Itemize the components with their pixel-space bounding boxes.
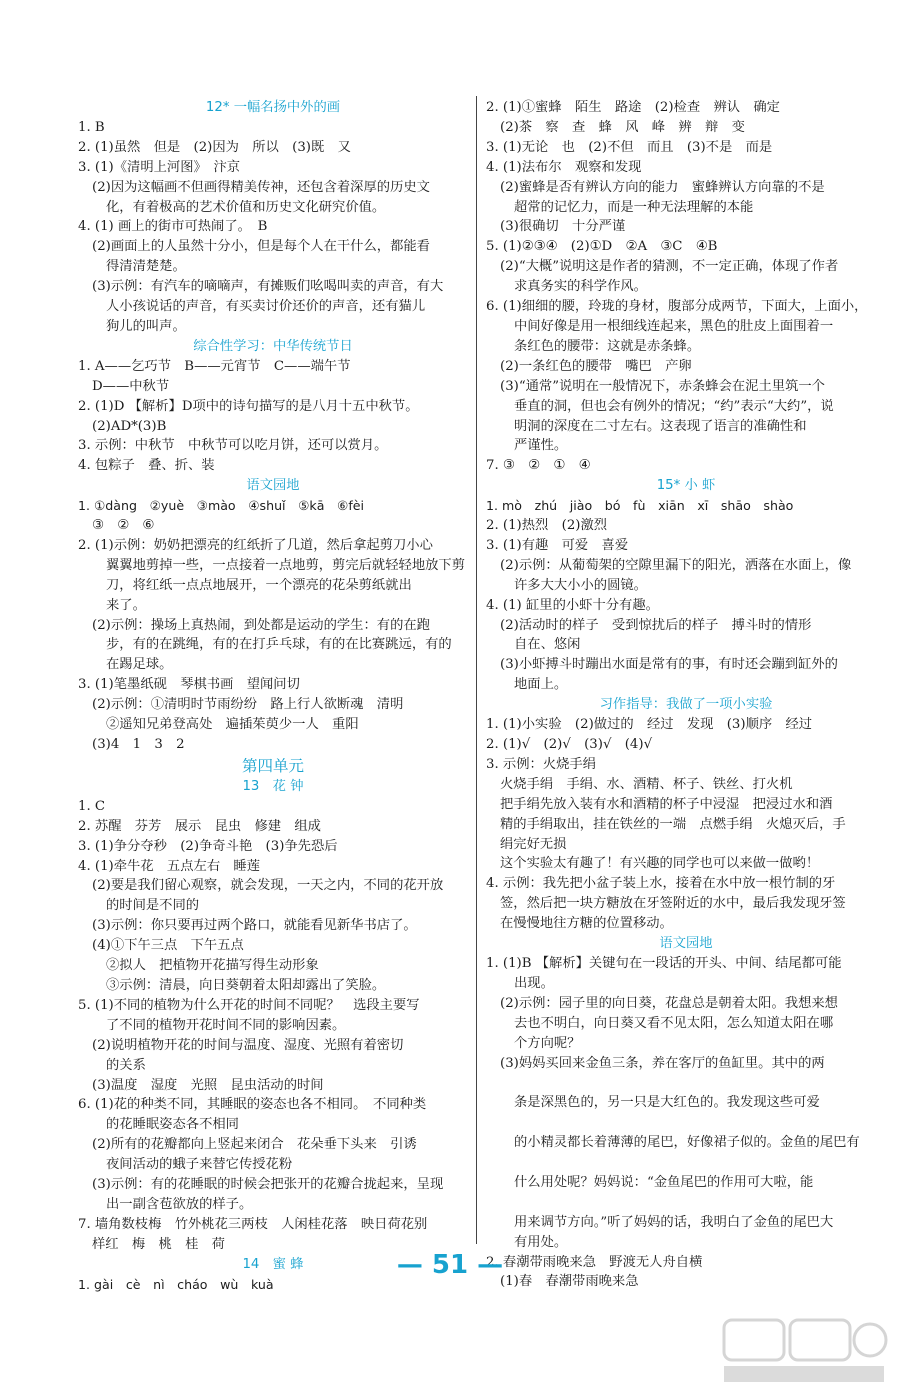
answer-line: ②遥知兄弟登高处 遍插茱萸少一人 重阳 xyxy=(106,717,359,733)
answer-line: 2. (1)虽然 但是 (2)因为 所以 (3)既 又 xyxy=(78,139,351,155)
answer-line: 条是深黑色的，另一只是大红色的。我发现这些可爱 xyxy=(514,1095,820,1111)
answer-line xyxy=(486,1113,886,1133)
answer-line: 1. (1)B 【解析】关键句在一段话的开头、中间、结尾都可能 xyxy=(486,955,842,971)
answer-line: 夜间活动的蛾子来替它传授花粉 xyxy=(106,1157,293,1173)
answer-line: (1)春 春潮带雨晚来急 xyxy=(500,1274,639,1290)
answer-line: (3)示例：你只要再过两个路口，就能看见新华书店了。 xyxy=(92,918,417,934)
section-heading: 13 花 钟 xyxy=(242,778,304,794)
answer-line: 刀，将红纸一点点地展开，一个漂亮的花朵剪纸就出 xyxy=(106,577,412,593)
answer-line: 出现。 xyxy=(514,975,554,991)
answer-line: 的关系 xyxy=(106,1057,146,1073)
answer-line: 4. (1) 画上的街市可热闹了。 B xyxy=(78,219,268,235)
answer-line: D——中秋节 xyxy=(92,378,170,394)
answer-line: 4. (1)牵牛花 五点左右 睡莲 xyxy=(78,858,261,874)
answer-line: 7. 墙角数枝梅 竹外桃花三两枝 人闲桂花落 映日荷花别 xyxy=(78,1216,428,1232)
answer-line: 4. (1) 缸里的小虾十分有趣。 xyxy=(486,597,659,613)
answer-line: 1. B xyxy=(78,119,105,135)
answer-line: (2)说明植物开花的时间与温度、湿度、光照有着密切 xyxy=(92,1037,404,1053)
answer-line: 出一副含苞欲放的样子。 xyxy=(106,1196,253,1212)
answer-line: (2)“大概”说明这是作者的猜测，不一定正确，体现了作者 xyxy=(500,259,839,275)
answer-line: ②拟人 把植物开花描写得生动形象 xyxy=(106,958,319,974)
answer-line: 3. (1)无论 也 (2)不但 而且 (3)不是 而是 xyxy=(486,139,773,155)
section-heading: 12* 一幅名扬中外的画 xyxy=(205,100,341,115)
answer-line: 明洞的深度在二寸左右。这表现了语言的准确性和 xyxy=(514,418,807,434)
answer-line: 超常的记忆力，而是一种无法理解的本能 xyxy=(514,199,754,215)
answer-line: (3)示例：有汽车的嘀嘀声，有摊贩们吆喝叫卖的声音，有大 xyxy=(92,279,444,295)
answer-line: (2)画面上的人虽然十分小，但是每个人在干什么，都能看 xyxy=(92,239,430,255)
answer-line xyxy=(486,1153,886,1173)
answer-line: 2. (1)D 【解析】D项中的诗句描写的是八月十五中秋节。 xyxy=(78,398,419,414)
right-column xyxy=(486,98,886,1292)
answer-line: 5. (1)②③④ (2)①D ②A ③C ④B xyxy=(486,239,718,255)
answer-line: 2. (1)热烈 (2)激烈 xyxy=(486,518,608,534)
answer-line: 4. 包粽子 叠、折、装 xyxy=(78,458,215,474)
answer-line: 2. 春潮带雨晚来急 野渡无人舟自横 xyxy=(486,1254,703,1270)
answer-line: 签，然后把一块方糖放在牙签附近的水中，最后我发现牙签 xyxy=(500,896,846,912)
answer-line: 把手绢先放入装有水和酒精的杯子中浸湿 把浸过水和酒 xyxy=(500,796,833,812)
answer-line xyxy=(486,1073,886,1093)
answer-line: 3. (1)争分夺秒 (2)争奇斗艳 (3)争先恐后 xyxy=(78,838,338,854)
answer-line: 3. (1)《清明上河图》 汴京 xyxy=(78,159,241,175)
answer-line: 求真务实的科学作风。 xyxy=(514,279,647,295)
answer-line: (2)示例：①清明时节雨纷纷 路上行人欲断魂 清明 xyxy=(92,697,404,713)
answer-line: 1. ①dàng ②yuè ③mào ④shuǐ ⑤kā ⑥fèi xyxy=(78,498,365,514)
answer-line: 2. (1)①蜜蜂 陌生 路途 (2)检查 辨认 确定 xyxy=(486,100,780,115)
column-divider xyxy=(476,96,477,1244)
watermark-logo xyxy=(720,1316,890,1386)
answer-line: 3. (1)笔墨纸砚 琴棋书画 望闻问切 xyxy=(78,677,300,693)
answer-line: (3)温度 湿度 光照 昆虫活动的时间 xyxy=(92,1077,324,1093)
answer-line: (2)所有的花瓣都向上竖起来闭合 花朵垂下头来 引诱 xyxy=(92,1137,417,1153)
answer-line: 条红色的腰带：这就是赤条蜂。 xyxy=(514,338,701,354)
section-heading: 15* 小 虾 xyxy=(656,478,716,494)
answer-line: 中间好像是用一根细线连起来，黑色的肚皮上面围着一 xyxy=(514,318,834,334)
section-heading: 综合性学习：中华传统节日 xyxy=(193,338,353,354)
answer-line: 2. (1)示例：奶奶把漂亮的红纸折了几道，然后拿起剪刀小心 xyxy=(78,537,433,553)
answer-line: (3)4 1 3 2 xyxy=(92,737,185,752)
answer-line: 严谨性。 xyxy=(514,438,568,454)
answer-line: (2)示例：从葡萄架的空隙里漏下的阳光，洒落在水面上，像 xyxy=(500,557,852,573)
answer-line: 7. ③ ② ① ④ xyxy=(486,458,591,474)
answer-line: 6. (1)花的种类不同，其睡眠的姿态也各不相同。 不同种类 xyxy=(78,1097,427,1113)
answer-line: 样红 梅 桃 桂 荷 xyxy=(92,1236,225,1252)
answer-line: 的时间是不同的 xyxy=(106,898,200,914)
answer-line: 这个实验太有趣了！有兴趣的同学也可以来做一做哟！ xyxy=(500,856,820,872)
answer-line: 狗儿的叫声。 xyxy=(106,318,186,334)
answer-line: (3)示例：有的花睡眠的时候会把张开的花瓣合拢起来，呈现 xyxy=(92,1177,444,1193)
answer-line: 人小孩说话的声音，有买卖讨价还价的声音，还有猫儿 xyxy=(106,299,426,315)
answer-line: (3)妈妈买回来金鱼三条，养在客厅的鱼缸里。其中的两 xyxy=(500,1055,825,1071)
answer-line: 来了。 xyxy=(106,597,146,613)
answer-line: 4. 示例：我先把小盆子装上水，接着在水中放一根竹制的牙 xyxy=(486,876,836,892)
section-heading: 第四单元 xyxy=(241,756,304,775)
answer-line: (3)很确切 十分严谨 xyxy=(500,219,626,235)
answer-line: (2)示例：园子里的向日葵，花盘总是朝着太阳。我想来想 xyxy=(500,995,838,1011)
answer-line: 2. 苏醒 芬芳 展示 昆虫 修建 组成 xyxy=(78,818,321,834)
answer-line: (2)要是我们留心观察，就会发现，一天之内，不同的花开放 xyxy=(92,878,444,894)
answer-line: 6. (1)细细的腰，玲珑的身材，腹部分成两节，下面大，上面小， xyxy=(486,299,868,315)
answer-line: 步，有的在跳绳，有的在打乒乓球，有的在比赛跳远，有的 xyxy=(106,637,452,653)
answer-line: 1. C xyxy=(78,798,106,814)
answer-line: (2)茶 察 查 蜂 风 峰 辨 辩 变 xyxy=(500,119,745,135)
answer-line: (2)一条红色的腰带 嘴巴 产卵 xyxy=(500,358,692,374)
answer-line: 3. (1)有趣 可爱 喜爱 xyxy=(486,537,629,553)
answer-line: 3. 示例：中秋节 中秋节可以吃月饼，还可以赏月。 xyxy=(78,438,388,454)
answer-line: 的花睡眠姿态各不相同 xyxy=(106,1117,239,1133)
answer-line: 5. (1)不同的植物为什么开花的时间不同呢？ 选段主要写 xyxy=(78,997,420,1013)
answer-line: 绢完好无损 xyxy=(500,836,567,852)
answer-line: 垂直的洞，但也会有例外的情况；“约”表示“大约”，说 xyxy=(514,398,834,414)
answer-line: 在慢慢地往方糖的位置移动。 xyxy=(500,916,673,932)
answer-line: 翼翼地剪掉一些，一点接着一点地剪，剪完后就轻轻地放下剪 xyxy=(106,557,466,573)
section-heading: 语文园地 xyxy=(246,478,300,494)
answer-line: (2)因为这幅画不但画得精美传神，还包含着深厚的历史文 xyxy=(92,179,430,195)
page-number: — 51 — xyxy=(396,1250,504,1280)
answer-line: (2)示例：操场上真热闹，到处都是运动的学生：有的在跑 xyxy=(92,617,430,633)
answer-line: 化，有着极高的艺术价值和历史文化研究价值。 xyxy=(106,199,386,215)
answer-line: 得清清楚楚。 xyxy=(106,259,186,275)
answer-line: 1. mò zhú jiào bó fù xiān xī shāo shào xyxy=(486,498,794,514)
answer-line: 在踢足球。 xyxy=(106,657,173,673)
section-heading: 14 蜜 蜂 xyxy=(242,1256,304,1272)
answer-line: 自在、悠闲 xyxy=(514,637,581,653)
answer-line: (2)蜜蜂是否有辨认方向的能力 蜜蜂辨认方向靠的不是 xyxy=(500,179,825,195)
answer-line: 地面上。 xyxy=(514,677,568,693)
answer-line: 1. A——乞巧节 B——元宵节 C——端午节 xyxy=(78,358,351,374)
answer-line: 什么用处呢？妈妈说：“金鱼尾巴的作用可大啦，能 xyxy=(514,1174,814,1190)
answer-line: 4. (1)法布尔 观察和发现 xyxy=(486,159,642,175)
answer-line: (2)活动时的样子 受到惊扰后的样子 搏斗时的情形 xyxy=(500,617,812,633)
answer-line: (3)“通常”说明在一般情况下，赤条蜂会在泥土里筑一个 xyxy=(500,378,825,394)
answer-line: 的小精灵都长着薄薄的尾巴，好像裙子似的。金鱼的尾巴有 xyxy=(514,1135,860,1151)
answer-line: 有用处。 xyxy=(514,1234,568,1250)
answer-line: 用来调节方向。”听了妈妈的话，我明白了金鱼的尾巴大 xyxy=(514,1214,834,1230)
answer-line: 个方向呢？ xyxy=(514,1035,581,1051)
answer-line xyxy=(486,1193,886,1213)
answer-line: 2. (1)√ (2)√ (3)√ (4)√ xyxy=(486,737,653,752)
answer-line: ③ ② ⑥ xyxy=(92,518,155,534)
answer-line: 3. 示例：火烧手绢 xyxy=(486,756,596,772)
answer-line: (3)小虾搏斗时蹦出水面是常有的事，有时还会蹦到缸外的 xyxy=(500,657,838,673)
answer-line: 精的手绢取出，挂在铁丝的一端 点燃手绢 火熄灭后，手 xyxy=(500,816,846,832)
answer-line: ③示例：清晨，向日葵朝着太阳却露出了笑脸。 xyxy=(106,977,386,993)
answer-line: 1. (1)小实验 (2)做过的 经过 发现 (3)顺序 经过 xyxy=(486,717,813,733)
answer-line: (4)①下午三点 下午五点 xyxy=(92,938,244,954)
answer-line: 去也不明白，向日葵又看不见太阳，怎么知道太阳在哪 xyxy=(514,1015,834,1031)
section-heading: 习作指导：我做了一项小实验 xyxy=(599,697,773,713)
answer-line: (2)AD*(3)B xyxy=(92,418,167,434)
answer-line: 火烧手绢 手绢、水、酒精、杯子、铁丝、打火机 xyxy=(500,776,793,792)
left-column xyxy=(78,98,468,1294)
answer-line: 许多大大小小的圆镜。 xyxy=(514,577,647,593)
answer-line: 1. gài cè nì cháo wù kuà xyxy=(78,1276,274,1292)
section-heading: 语文园地 xyxy=(659,936,713,952)
answer-line: 了不同的植物开花时间不同的影响因素。 xyxy=(106,1017,346,1033)
